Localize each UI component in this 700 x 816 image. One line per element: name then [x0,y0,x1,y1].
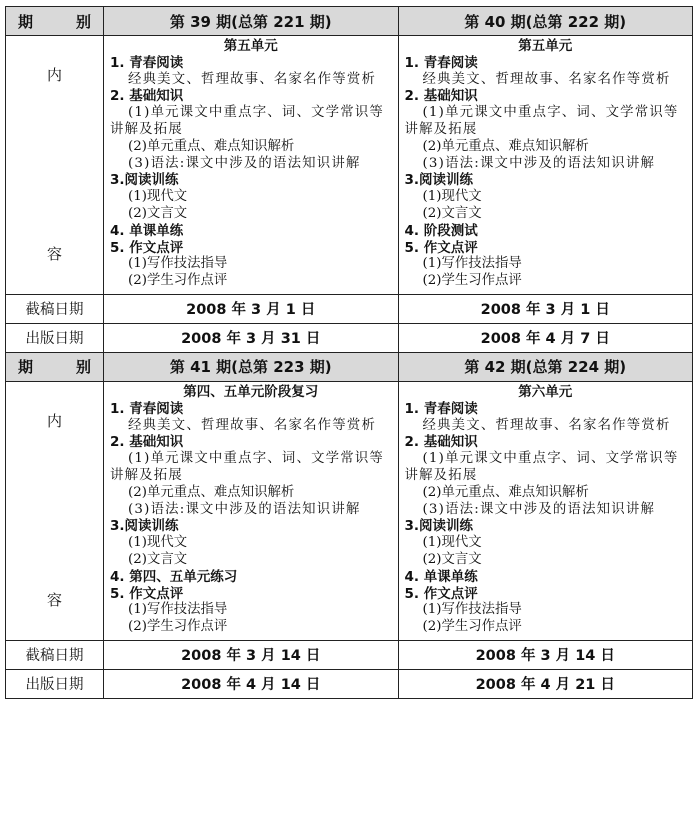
sub-item: (1)现代文 [128,189,188,205]
content-label-top: 内 [46,411,62,430]
sub-item: (1)写作技法指导 [422,256,522,272]
schedule-document [5,6,693,699]
section-heading: 2. 基础知识 [110,88,184,105]
content-label [6,36,104,295]
section-heading: 3.阅读训练 [110,172,179,189]
section-text: 经典美文、哲理故事、名家名作等赏析 [128,71,377,87]
section-heading: 1. 青春阅读 [110,400,184,417]
sub-item: (2)单元重点、难点知识解析 [128,138,295,154]
sub-item: (3)语法:课文中涉及的语法知识讲解 [128,155,361,171]
section-heading: 5. 作文点评 [110,239,184,256]
publish-date: 2008 年 3 月 31 日 [104,323,399,352]
publish-date: 2008 年 4 月 14 日 [104,669,399,698]
sub-item: (2)文言文 [422,551,482,567]
sub-item: (3)语法:课文中涉及的语法知识讲解 [128,501,361,517]
sub-item: (1)现代文 [422,189,482,205]
sub-item: (1)写作技法指导 [128,256,228,272]
sub-item: (3)语法:课文中涉及的语法知识讲解 [422,155,656,171]
issue-schedule-table [5,6,693,699]
sub-item: (1)写作技法指导 [128,602,228,618]
content-label-top: 内 [46,66,62,84]
sub-item: (2)文言文 [422,205,482,221]
deadline-date: 2008 年 3 月 14 日 [398,640,693,669]
section-heading: 4. 单课单练 [404,568,478,585]
sub-item: (2)单元重点、难点知识解析 [128,484,295,500]
sub-item: (1)单元课文中重点字、词、文学常识等讲解及拓展 [110,451,385,483]
period-label: 期 别 [6,352,104,381]
section-text: 经典美文、哲理故事、名家名作等赏析 [128,417,377,433]
sub-item: (3)语法:课文中涉及的语法知识讲解 [422,501,656,517]
issue-content [398,36,693,295]
sub-item: (1)单元课文中重点字、词、文学常识等讲解及拓展 [404,451,679,483]
section-heading: 1. 青春阅读 [404,400,478,417]
sub-item: (2)单元重点、难点知识解析 [422,484,589,500]
publish-row [6,669,693,698]
sub-item: (2)文言文 [128,205,188,221]
deadline-label: 截稿日期 [6,294,104,323]
section-heading: 1. 青春阅读 [404,54,478,71]
section-heading: 4. 第四、五单元练习 [110,568,238,585]
publish-date: 2008 年 4 月 21 日 [398,669,693,698]
issue-header: 第 42 期(总第 224 期) [398,352,693,381]
unit-title: 第五单元 [223,38,278,54]
section-heading: 3.阅读训练 [110,518,179,535]
period-header-row [6,7,693,36]
sub-item: (1)现代文 [128,535,188,551]
deadline-date: 2008 年 3 月 1 日 [398,294,693,323]
sub-item: (2)学生习作点评 [422,619,522,635]
sub-item: (1)单元课文中重点字、词、文学常识等讲解及拓展 [404,105,679,137]
section-heading: 5. 作文点评 [110,585,184,602]
section-heading: 3.阅读训练 [404,172,474,189]
period-label: 期 别 [6,7,104,36]
unit-title: 第六单元 [518,383,573,400]
deadline-row [6,640,693,669]
deadline-date: 2008 年 3 月 1 日 [104,294,399,323]
section-text: 经典美文、哲理故事、名家名作等赏析 [422,417,671,433]
section-heading: 4. 阶段测试 [404,222,478,239]
deadline-row [6,294,693,323]
content-label [6,381,104,640]
section-heading: 2. 基础知识 [110,434,184,451]
sub-item: (1)现代文 [422,535,482,551]
sub-item: (2)文言文 [128,551,188,567]
publish-label: 出版日期 [6,669,104,698]
content-label-bottom: 容 [46,244,62,263]
deadline-date: 2008 年 3 月 14 日 [104,640,399,669]
sub-item: (1)单元课文中重点字、词、文学常识等讲解及拓展 [110,105,385,137]
section-heading: 1. 青春阅读 [110,54,184,71]
content-row [6,381,693,640]
issue-header: 第 40 期(总第 222 期) [398,7,693,36]
section-text: 经典美文、哲理故事、名家名作等赏析 [422,71,671,87]
issue-content [104,36,399,295]
issue-header: 第 39 期(总第 221 期) [104,7,399,36]
section-heading: 2. 基础知识 [404,434,478,451]
issue-content [398,381,693,640]
section-heading: 4. 单课单练 [110,222,184,239]
publish-row [6,323,693,352]
deadline-label: 截稿日期 [6,640,104,669]
sub-item: (1)写作技法指导 [422,602,522,618]
section-heading: 5. 作文点评 [404,585,478,602]
issue-header: 第 41 期(总第 223 期) [104,352,399,381]
period-header-row [6,352,693,381]
sub-item: (2)单元重点、难点知识解析 [422,138,589,154]
issue-content [104,381,399,640]
section-heading: 3.阅读训练 [404,518,474,535]
content-row [6,36,693,295]
unit-title: 第四、五单元阶段复习 [183,383,319,400]
sub-item: (2)学生习作点评 [128,619,228,635]
publish-date: 2008 年 4 月 7 日 [398,323,693,352]
section-heading: 2. 基础知识 [404,88,478,105]
content-label-bottom: 容 [46,590,62,609]
publish-label: 出版日期 [6,323,104,352]
sub-item: (2)学生习作点评 [422,273,522,289]
sub-item: (2)学生习作点评 [128,273,228,289]
unit-title: 第五单元 [518,38,573,54]
section-heading: 5. 作文点评 [404,239,478,256]
